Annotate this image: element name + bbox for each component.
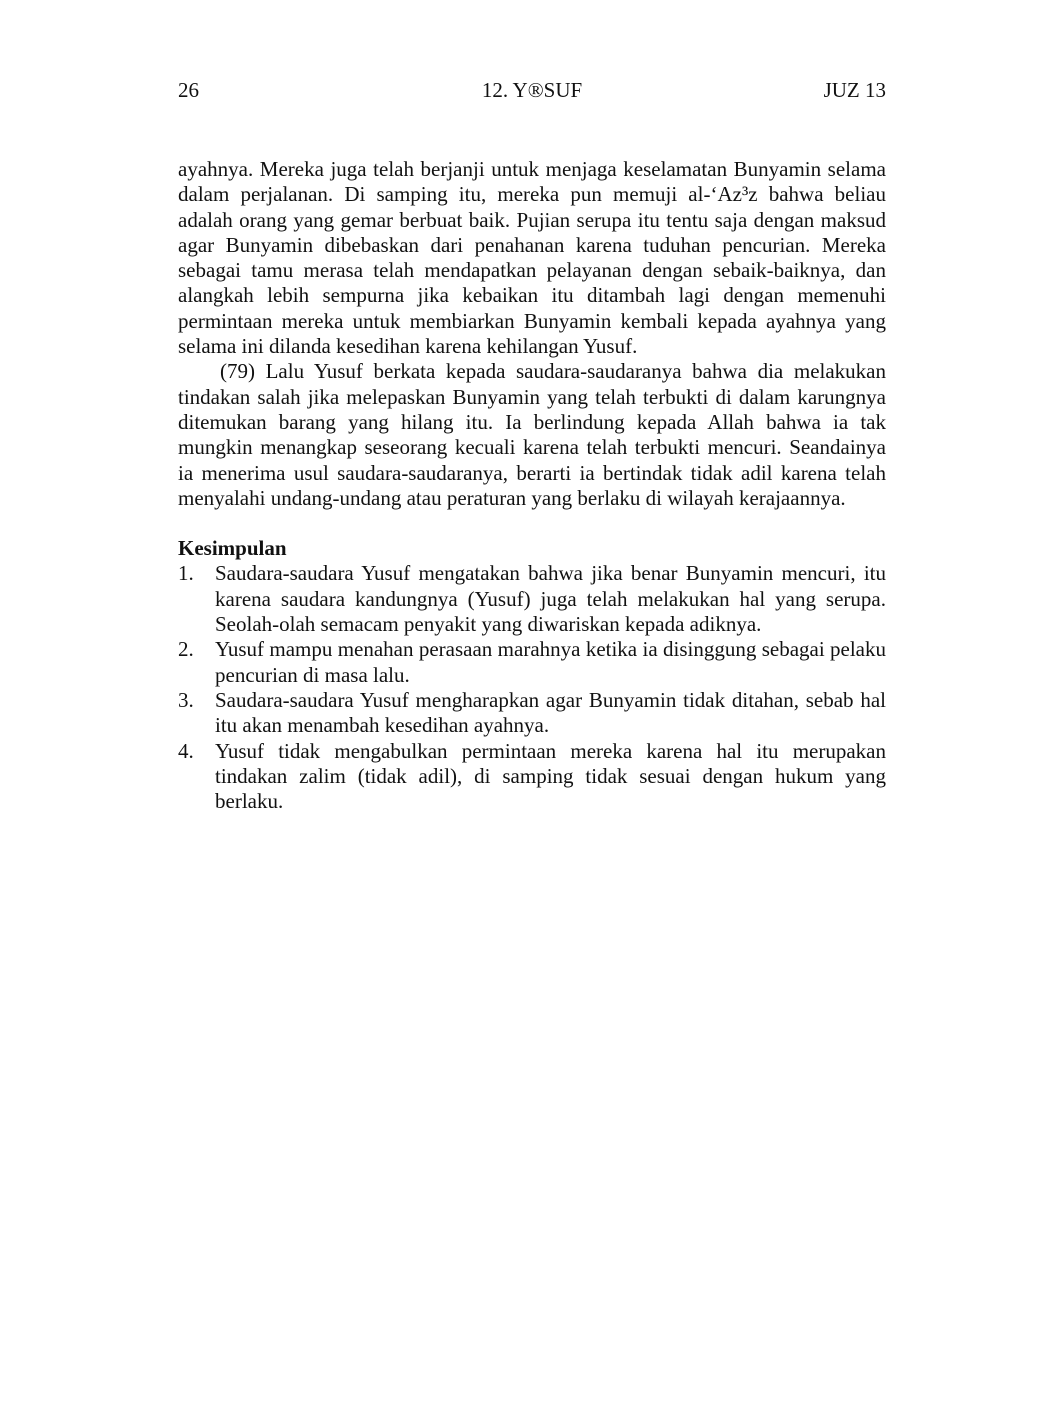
juz-label: JUZ 13 (823, 78, 886, 102)
conclusion-item-number: 1. (178, 561, 194, 586)
chapter-title: 12. Y®SUF (481, 78, 583, 102)
conclusion-item-text: Saudara-saudara Yusuf mengatakan bahwa jika benar Bunyamin mencuri, itu karena saudara kandungnya (Yusuf) juga telah melakukan hal yang serupa. Seolah-olah semacam penyakit yang diwariskan kepada adiknya. (215, 561, 886, 637)
conclusion-item-number: 4. (178, 738, 194, 763)
conclusion-item-text: Yusuf tidak mengabulkan permintaan mereka karena hal itu merupakan tindakan zalim (tidak adil), di samping tidak sesuai dengan hukum yang berlaku. (215, 738, 886, 814)
page-header (178, 76, 886, 104)
conclusion-item-number: 2. (178, 637, 194, 662)
conclusion-item (178, 637, 886, 688)
conclusion-item (178, 688, 886, 739)
conclusion-item-text: Saudara-saudara Yusuf mengharapkan agar Bunyamin tidak ditahan, sebab hal itu akan menambah kesedihan ayahnya. (215, 687, 886, 738)
section-heading-kesimpulan: Kesimpulan (178, 536, 287, 561)
conclusion-item (178, 561, 886, 637)
conclusion-list (178, 561, 886, 814)
page-content (178, 157, 886, 814)
conclusion-item-text: Yusuf mampu menahan perasaan marahnya ketika ia disinggung sebagai pelaku pencurian di masa lalu. (215, 637, 886, 687)
conclusion-item (178, 739, 886, 815)
paragraph-verse-79: (79) Lalu Yusuf berkata kepada saudara-saudaranya bahwa dia melakukan tindakan salah jika melepaskan Bunyamin yang telah terbukti di dalam karungnya ditemukan barang yang hilang itu. Ia berlindung kepada Allah bahwa ia tak mungkin menangkap seseorang kecuali karena telah terbukti mencuri. Seandainya ia menerima usul saudara-saudaranya, berarti ia bertindak tidak adil karena telah menyalahi undang-undang atau peraturan yang berlaku di wilayah kerajaannya. (178, 359, 886, 510)
page-number: 26 (178, 78, 199, 102)
conclusion-item-number: 3. (178, 687, 194, 712)
paragraph-continuation: ayahnya. Mereka juga telah berjanji untuk menjaga keselamatan Bunyamin selama dalam perjalanan. Di samping itu, mereka pun memuji al-‘Az³z bahwa beliau adalah orang yang gemar berbuat baik. Pujian serupa itu tentu saja dengan maksud agar Bunyamin dibebaskan dari penahanan karena tuduhan pencurian. Mereka sebagai tamu merasa telah mendapatkan pelayanan dengan sebaik-baiknya, dan alangkah lebih sempurna jika kebaikan itu ditambah lagi dengan memenuhi permintaan mereka untuk membiarkan Bunyamin kembali kepada ayahnya yang selama ini dilanda kesedihan karena kehilangan Yusuf. (178, 157, 886, 359)
